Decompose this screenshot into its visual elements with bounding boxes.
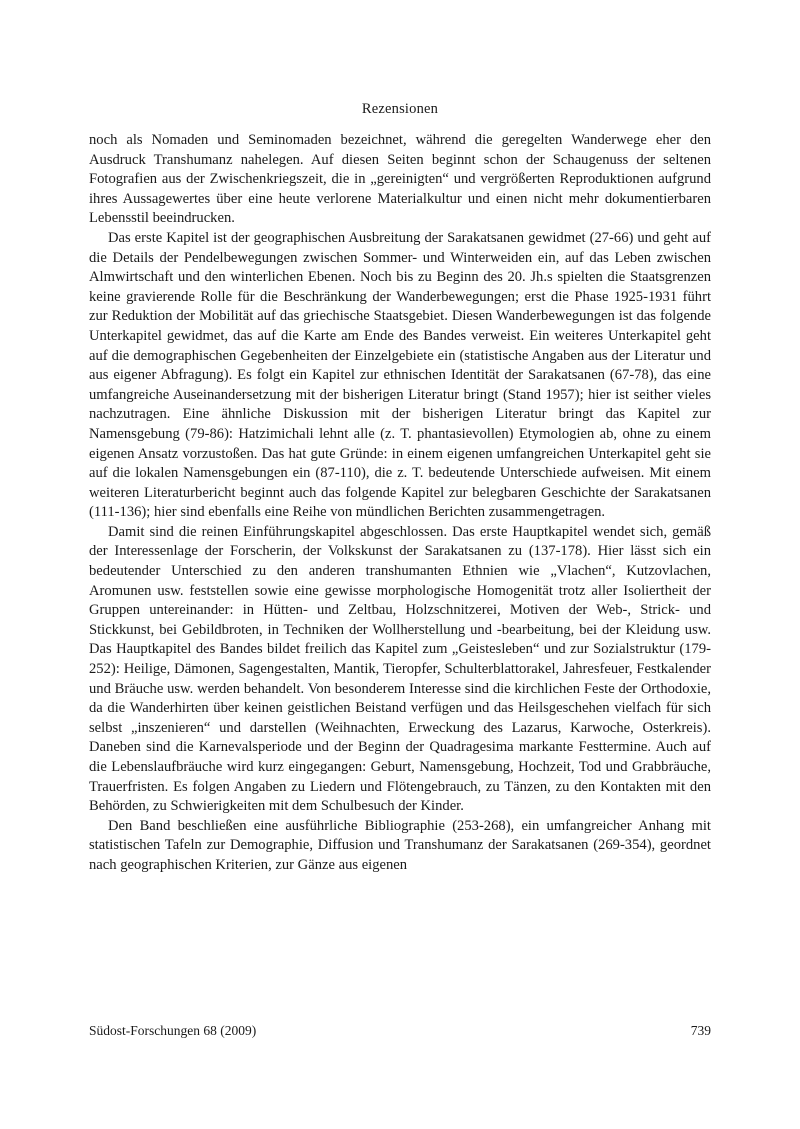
journal-citation: Südost-Forschungen 68 (2009) bbox=[89, 1023, 257, 1038]
article-body bbox=[89, 131, 711, 876]
paragraph-1: noch als Nomaden und Seminomaden bezeichnet, während die geregelten Wanderwege eher den Ausdruck Transhumanz nahelegen. Auf diesen Seiten beginnt schon der Schaugenuss der seltenen Fotografien aus der Zwischenkriegszeit, die in „gereinigten“ und vergrößerten Reproduktionen aufgrund ihres Aussagewertes über eine heute verlorene Materialkultur und einen nicht mehr dokumentierbaren Lebensstil beeindrucken. bbox=[89, 132, 711, 227]
paragraph-2: Das erste Kapitel ist der geographischen Ausbreitung der Sarakatsanen gewidmet (27-66) und geht auf die Details der Pendelbewegungen zwischen Sommer- und Winterweiden ein, auf das Leben zwischen Almwirtschaft und den winterlichen Ebenen. Noch bis zu Beginn des 20. Jh.s spielten die Staatsgrenzen keine gravierende Rolle für die Beschränkung der Wanderbewegungen; erst die Phase 1925-1931 führt zur Reduktion der Mobilität auf das griechische Staatsgebiet. Diesen Wanderbewegungen ist das folgende Unterkapitel gewidmet, das auf die Karte am Ende des Bandes verweist. Ein weiteres Unterkapitel geht auf die demographischen Gegebenheiten der Einzelgebiete ein (statistische Angaben aus der Literatur und aus eigener Abfragung). Es folgt ein Kapitel zur ethnischen Identität der Sarakatsanen (67-78), das eine umfangreiche Auseinandersetzung mit der bisherigen Literatur bringt (Stand 1957); hier ist seither vieles nachzutragen. Eine ähnliche Diskussion mit der bisherigen Literatur bringt das Kapitel zur Namensgebung (79-86): Hatzimichali lehnt alle (z. T. phantasievollen) Etymologien ab, ohne zu einem eigenen Ansatz vorzustoßen. Das hat gute Gründe: in einem eigenen umfangreichen Unterkapitel geht sie auf die lokalen Namensgebungen ein (87-110), die z. T. bedeutende Unterschiede aufweisen. Mit einem weiteren Literaturbericht beginnt auch das folgende Kapitel zur belegbaren Geschichte der Sarakatsanen (111-136); hier sind ebenfalls eine Reihe von mündlichen Berichten zusammengetragen. bbox=[89, 229, 711, 521]
page-number: 739 bbox=[690, 1023, 711, 1038]
running-head: Rezensionen bbox=[361, 101, 439, 117]
paragraph-4: Den Band beschließen eine ausführliche Bibliographie (253-268), ein umfangreicher Anhang mit statistischen Tafeln zur Demographie, Diffusion und Transhumanz der Sarakatsanen (269-354), geordnet nach geographischen Kriterien, zur Gänze aus eigenen bbox=[89, 817, 711, 873]
paragraph-3: Damit sind die reinen Einführungskapitel abgeschlossen. Das erste Hauptkapitel wendet sich, gemäß der Interessenlage der Forscherin, der Volkskunst der Sarakatsanen zu (137-178). Hier lässt sich ein bedeutender Unterschied zu den anderen transhumanten Ethnien wie „Vlachen“, Kutzovlachen, Aromunen usw. feststellen sowie eine gewisse morphologische Homogenität trotz aller Isoliertheit der Gruppen untereinander: in Hütten- und Zeltbau, Holzschnitzerei, Motiven der Web-, Strick- und Stickkunst, bei Gebildbroten, in Techniken der Wollherstellung und -bearbeitung, bei der Kleidung usw. Das Hauptkapitel des Bandes bildet freilich das Kapitel zum „Geistesleben“ und zur Sozialstruktur (179-252): Heilige, Dämonen, Sagengestalten, Mantik, Tieropfer, Schulterblattorakel, Jahresfeuer, Festkalender und Bräuche usw. werden behandelt. Von besonderem Interesse sind die kirchlichen Feste der Orthodoxie, da die Wanderhirten über keinen geistlichen Beistand verfügen und das Heilsgeschehen vielfach für sich selbst „inszenieren“ und darstellen (Weihnachten, Erweckung des Lazarus, Karwoche, Osterkreis). Daneben sind die Karnevalsperiode und der Beginn der Quadragesima markante Festtermine. Auch auf die Lebenslaufbräuche wird kurz eingegangen: Geburt, Namensgebung, Hochzeit, Tod und Grabbräuche, Trauerfristen. Es folgen Angaben zu Liedern und Flötengebrauch, zu Tänzen, zu den Kontakten mit den Behörden, zu Schwierigkeiten mit dem Schulbesuch der Kinder. bbox=[89, 523, 711, 815]
page-footer bbox=[89, 1023, 711, 1039]
